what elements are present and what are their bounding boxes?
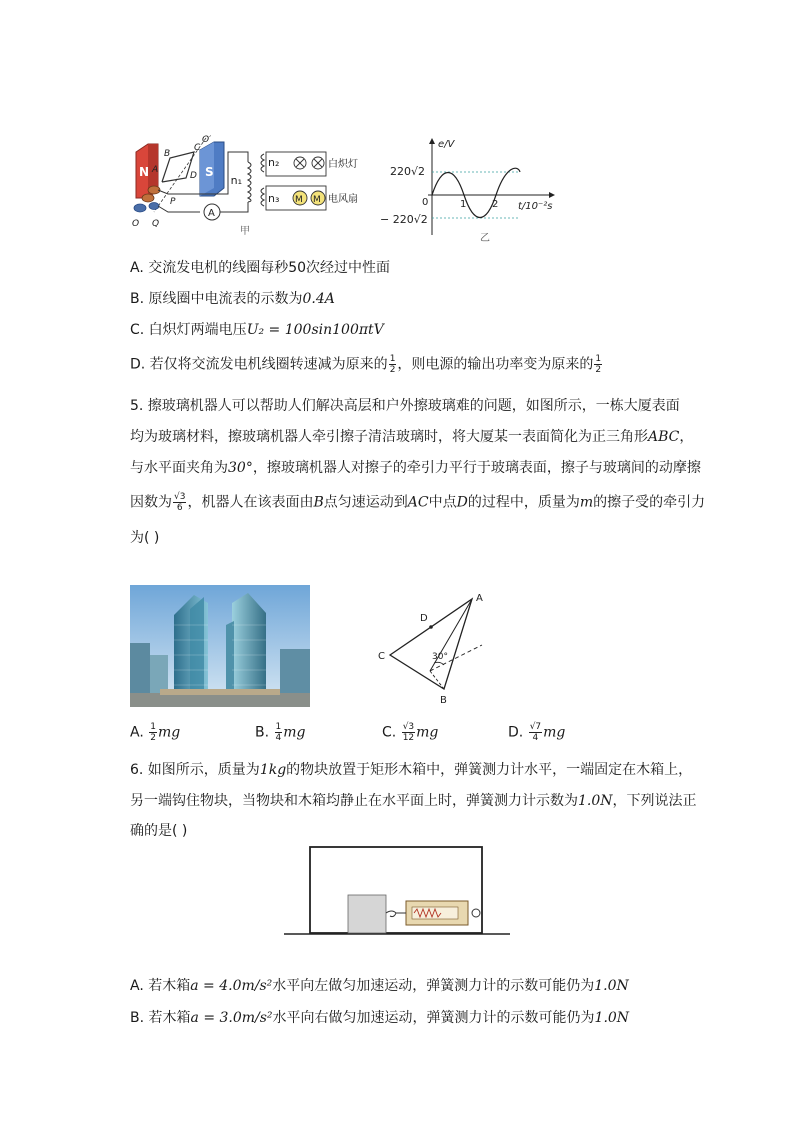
label-n: N [139, 165, 150, 179]
svg-text:e/V: e/V [438, 139, 455, 150]
svg-text:220√2: 220√2 [390, 165, 426, 178]
svg-text:B: B [440, 695, 447, 706]
svg-text:电风扇: 电风扇 [328, 194, 358, 205]
triangle-abc [390, 599, 472, 689]
q5-stem-line1: 5. 擦玻璃机器人可以帮助人们解决高层和户外擦玻璃难的问题，如图所示，一栋大厦表面 [130, 398, 680, 414]
svg-text:M: M [313, 195, 321, 205]
svg-text:D: D [420, 613, 428, 624]
svg-text:n₂: n₂ [268, 156, 280, 169]
svg-text:甲: 甲 [240, 226, 250, 237]
svg-text:n₁: n₁ [230, 174, 242, 187]
svg-text:30°: 30° [432, 652, 448, 662]
q4-option-d: D. 若仅将交流发电机线圈转速减为原来的 $\frac{1}{2}$ ，则电源的输出功率变为原来的 $\frac{1}{2}$ [130, 354, 602, 375]
svg-text:0: 0 [422, 197, 429, 208]
q6-stem-line2: 另一端钩住物块，当物块和木箱均静止在水平面上时，弹簧测力计示数为1.0N，下列说法正 [130, 793, 697, 809]
svg-text:A: A [208, 208, 215, 219]
svg-text:t/10⁻²s: t/10⁻²s [518, 201, 553, 212]
label-s: S [205, 165, 214, 179]
svg-text:2: 2 [492, 199, 499, 210]
sine-curve [432, 168, 520, 217]
block [348, 895, 386, 933]
svg-text:n₃: n₃ [268, 192, 280, 205]
svg-text:P: P [170, 197, 176, 207]
q4-option-a: A. 交流发电机的线圈每秒50次经过中性面 [130, 260, 391, 276]
svg-text:B: B [164, 149, 171, 159]
primary-coil [248, 162, 251, 202]
generator-circuit-figure [128, 132, 388, 242]
q6-stem-line1: 6. 如图所示，质量为1kg的物块放置于矩形木箱中，弹簧测力计水平，一端固定在木箱上， [130, 762, 693, 778]
box-spring-diagram [284, 845, 510, 937]
svg-text:D: D [190, 171, 197, 181]
triangle-diagram [372, 585, 492, 710]
svg-text:乙: 乙 [480, 233, 490, 244]
svg-text:Q: Q [152, 219, 160, 229]
svg-text:− 220√2: − 220√2 [380, 213, 428, 226]
q5-stem-line3: 与水平面夹角为30°，擦玻璃机器人对擦子的牵引力平行于玻璃表面，擦子与玻璃间的动摩擦 [130, 460, 701, 476]
building-photo [130, 585, 310, 707]
q5-stem-line2: 均为玻璃材料，擦玻璃机器人牵引擦子清洁玻璃时，将大厦某一表面简化为正三角形ABC， [130, 429, 694, 445]
q5-stem-line5: 为( ) [130, 530, 160, 546]
q4-option-b: B. 原线圈中电流表的示数为0.4A [130, 291, 335, 307]
q5-option-c: C. $\frac{√3}{12}$ mg [382, 722, 439, 743]
svg-text:1: 1 [460, 199, 467, 210]
q5-stem-line4: 因数为 $\frac{√3}{6}$ ，机器人在该表面由B点匀速运动到AC中点D的过程中，质量为m的擦子受的牵引力 [130, 492, 706, 513]
svg-text:A: A [152, 165, 159, 175]
svg-text:M: M [295, 195, 303, 205]
q5-option-a: A. $\frac{1}{2}$ mg [130, 722, 181, 743]
svg-text:C: C [194, 143, 201, 153]
q5-option-d: D. $\frac{√7}{4}$ mg [508, 722, 566, 743]
q5-option-b: B. $\frac{1}{4}$ mg [255, 722, 306, 743]
svg-text:O: O [132, 219, 140, 229]
q4-option-c: C. 白炽灯两端电压U₂ = 100sin100πtV [130, 322, 384, 338]
q6-option-a: A. 若木箱a = 4.0m/s²水平向左做匀加速运动，弹簧测力计的示数可能仍为1.0N [130, 978, 629, 994]
voltage-waveform-figure [380, 135, 570, 247]
svg-text:O′: O′ [202, 135, 212, 145]
q6-option-b: B. 若木箱a = 3.0m/s²水平向右做匀加速运动，弹簧测力计的示数可能仍为1.0N [130, 1010, 630, 1026]
svg-text:C: C [378, 651, 385, 662]
q6-stem-line3: 确的是( ) [130, 823, 188, 839]
svg-text:A: A [476, 593, 483, 604]
svg-text:白炽灯: 白炽灯 [328, 159, 358, 170]
